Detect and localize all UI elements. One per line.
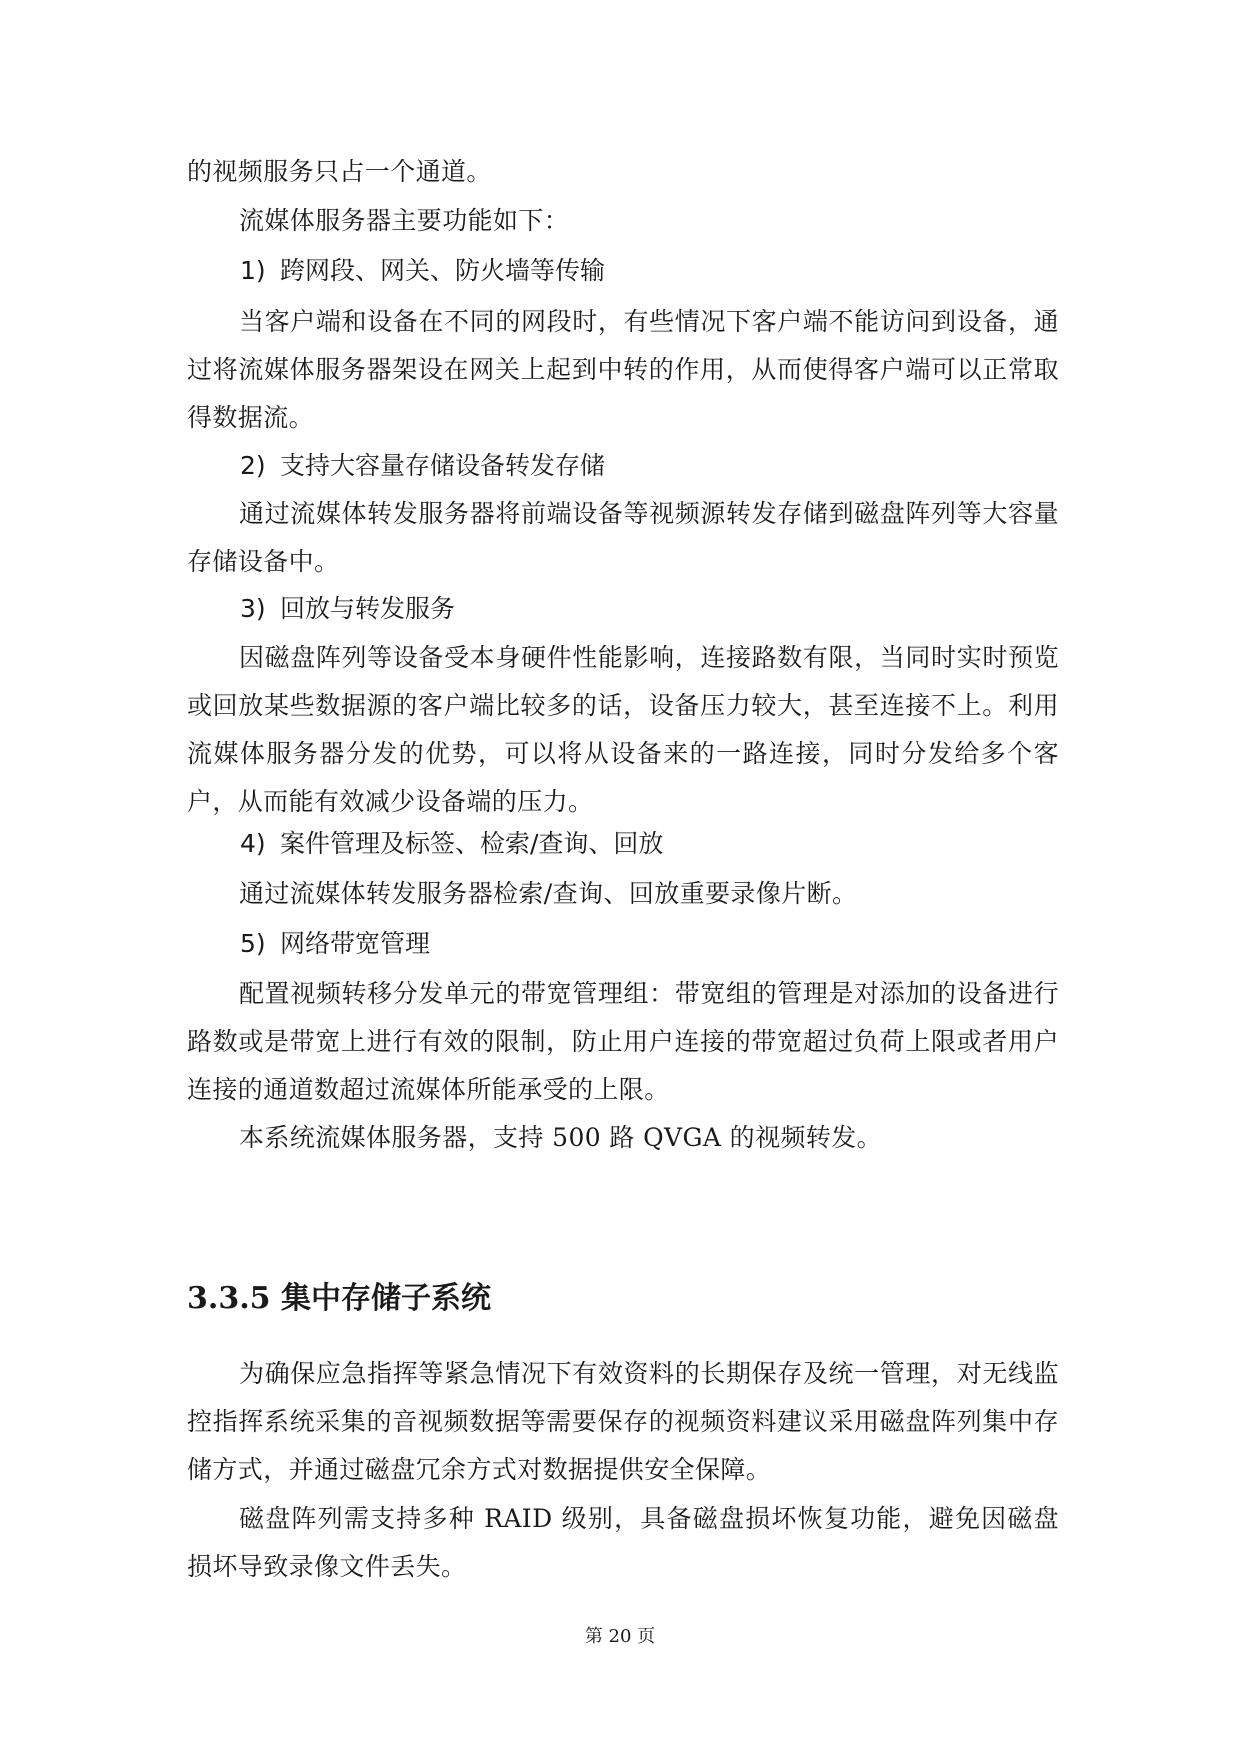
item-number: 4) <box>240 829 266 858</box>
item-title: 支持大容量存储设备转发存储 <box>280 451 606 480</box>
item-heading-5 <box>240 920 430 968</box>
item-title: 网络带宽管理 <box>280 929 431 958</box>
item-paragraph-4: 通过流媒体转发服务器检索/查询、回放重要录像片断。 <box>239 879 858 908</box>
section-heading: 3.3.5 集中存储子系统 <box>187 1281 491 1316</box>
paragraph-intro: 流媒体服务器主要功能如下： <box>239 206 570 235</box>
item-title: 跨网段、网关、防火墙等传输 <box>280 256 606 285</box>
item-title: 回放与转发服务 <box>280 594 456 623</box>
item-paragraph-5: 配置视频转移分发单元的带宽管理组：带宽组的管理是对添加的设备进行路数或是带宽上进行有效的限制，防止用户连接的带宽超过负荷上限或者用户连接的通道数超过流媒体所能承受的上限。 <box>187 979 1059 1104</box>
item-paragraph-3: 因磁盘阵列等设备受本身硬件性能影响，连接路数有限，当同时实时预览或回放某些数据源的客户端比较多的话，设备压力较大，甚至连接不上。利用流媒体服务器分发的优势，可以将从设备来的一路连接，同时分发给多个客户，从而能有效减少设备端的压力。 <box>187 643 1059 816</box>
paragraph-continued: 的视频服务只占一个通道。 <box>187 157 492 186</box>
item-heading-2 <box>240 442 605 490</box>
item-number: 3) <box>240 594 266 623</box>
item-number: 5) <box>240 929 266 958</box>
section-paragraph-1: 为确保应急指挥等紧急情况下有效资料的长期保存及统一管理，对无线监控指挥系统采集的音视频数据等需要保存的视频资料建议采用磁盘阵列集中存储方式，并通过磁盘冗余方式对数据提供安全保障。 <box>187 1359 1059 1484</box>
item-title: 案件管理及标签、检索/查询、回放 <box>280 829 664 858</box>
item-paragraph-2: 通过流媒体转发服务器将前端设备等视频源转发存储到磁盘阵列等大容量存储设备中。 <box>187 499 1059 576</box>
section-paragraph-2: 磁盘阵列需支持多种 RAID 级别，具备磁盘损坏恢复功能，避免因磁盘损坏导致录像文件丢失。 <box>187 1504 1059 1581</box>
item-heading-3 <box>240 585 455 633</box>
item-heading-1 <box>240 247 605 295</box>
paragraph-summary: 本系统流媒体服务器，支持 500 路 QVGA 的视频转发。 <box>239 1123 883 1152</box>
item-number: 1) <box>240 256 266 285</box>
page-number: 第 20 页 <box>584 1626 656 1647</box>
item-heading-4 <box>240 820 663 868</box>
item-paragraph-1: 当客户端和设备在不同的网段时，有些情况下客户端不能访问到设备，通过将流媒体服务器架设在网关上起到中转的作用，从而使得客户端可以正常取得数据流。 <box>187 307 1059 432</box>
item-number: 2) <box>240 451 266 480</box>
